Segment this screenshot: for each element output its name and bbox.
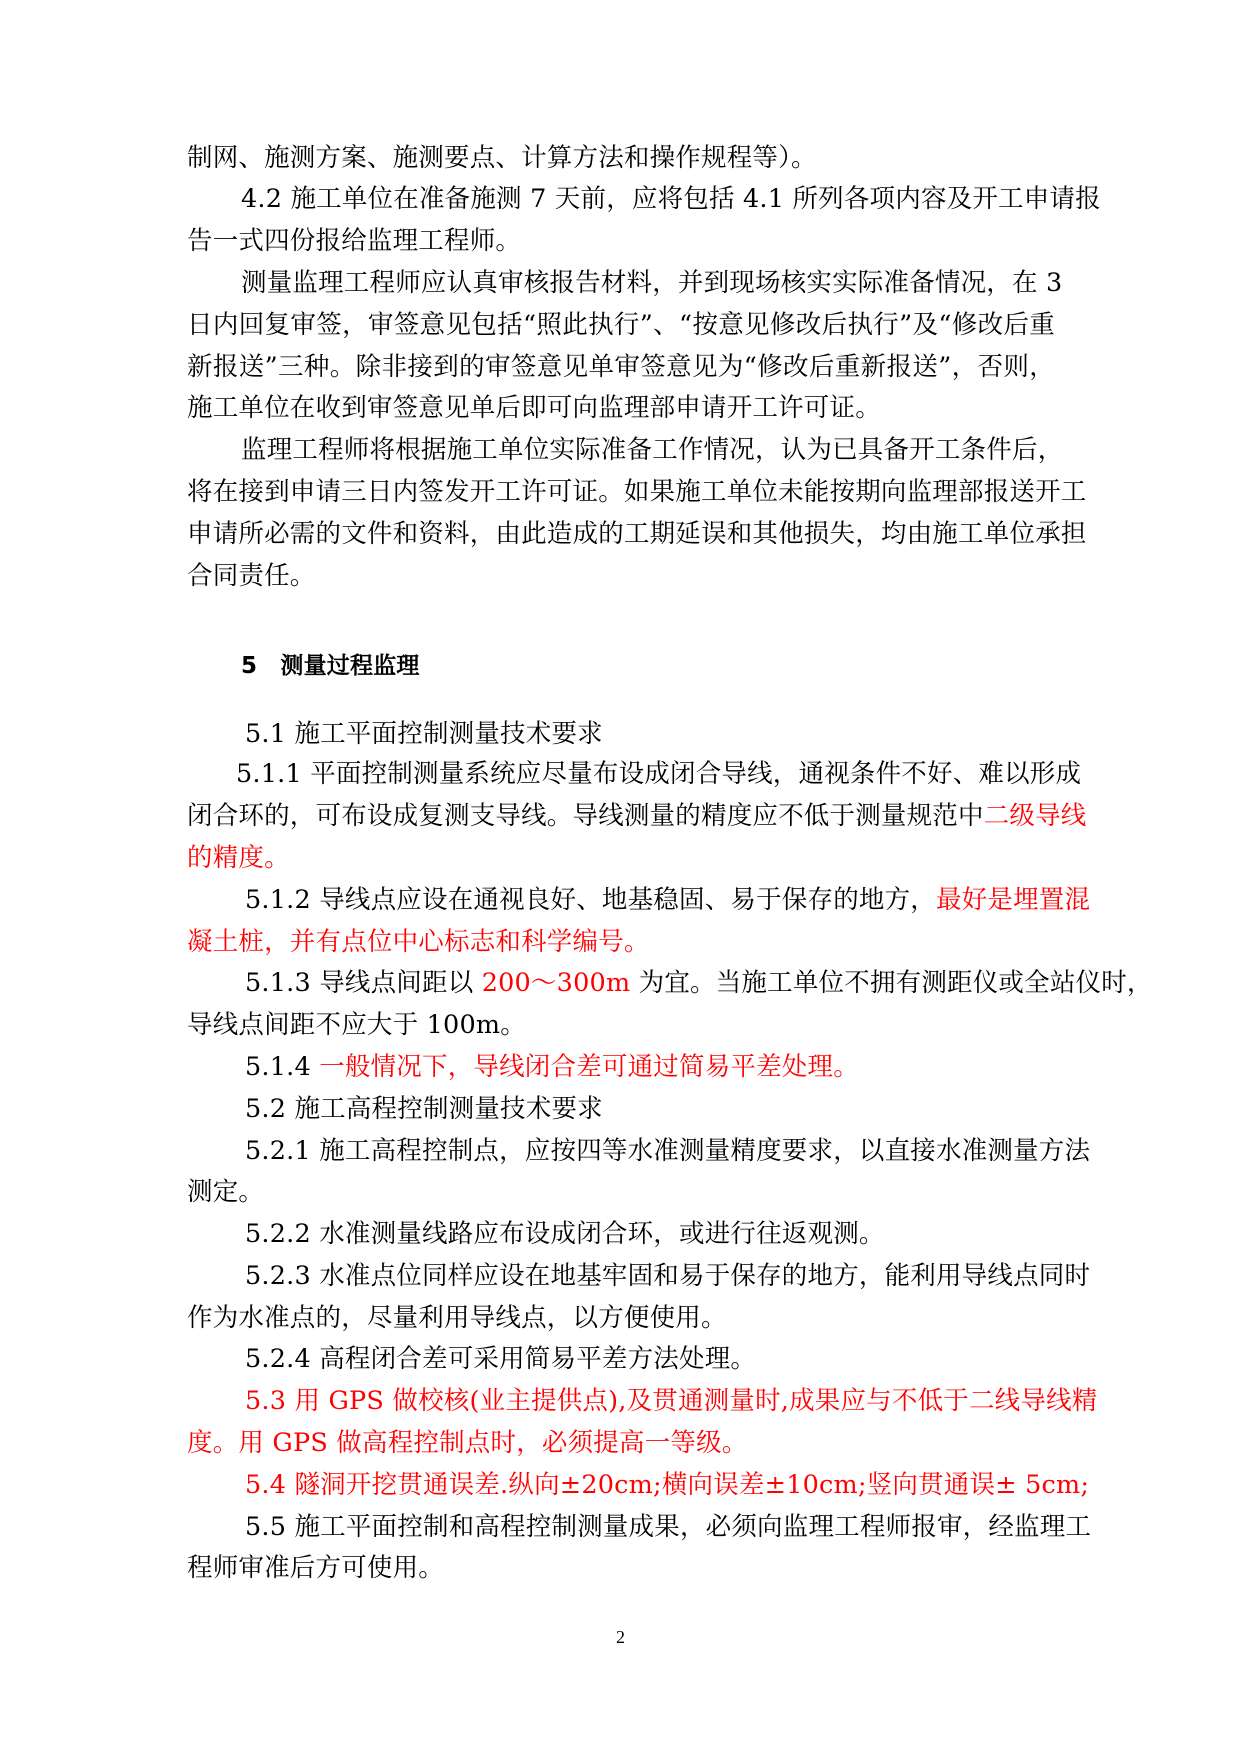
paragraph-line: 5.2.3 水准点位同样应设在地基牢固和易于保存的地方，能利用导线点同时 — [245, 1261, 1091, 1291]
paragraph-line: 的精度。 — [187, 843, 290, 873]
paragraph-line: 施工单位在收到审签意见单后即可向监理部申请开工许可证。 — [187, 393, 881, 423]
paragraph-line: 5.4 隧洞开挖贯通误差.纵向±20cm;横向误差±10cm;竖向贯通误± 5cm; — [245, 1470, 1090, 1500]
paragraph-line: 监理工程师将根据施工单位实际准备工作情况，认为已具备开工条件后， — [241, 435, 1064, 465]
paragraph-line: 合同责任。 — [187, 561, 316, 591]
paragraph-line: 日内回复审签，审签意见包括“照此执行”、“按意见修改后执行”及“修改后重 — [187, 310, 1055, 340]
section-heading: 5 测量过程监理 — [241, 653, 420, 679]
paragraph-line: 制网、施测方案、施测要点、计算方法和操作规程等）。 — [187, 143, 817, 173]
paragraph-line: 5.1.4 一般情况下，导线闭合差可通过简易平差处理。 — [245, 1052, 859, 1082]
paragraph-line: 新报送”三种。除非接到的审签意见单审签意见为“修改后重新报送”，否则， — [187, 352, 1055, 382]
paragraph-line: 凝土桩，并有点位中心标志和科学编号。 — [187, 927, 650, 957]
paragraph-line: 告一式四份报给监理工程师。 — [187, 226, 522, 256]
paragraph-line: 申请所必需的文件和资料，由此造成的工期延误和其他损失，均由施工单位承担 — [187, 519, 1087, 549]
paragraph-line: 导线点间距不应大于 100m。 — [187, 1010, 526, 1040]
paragraph-line: 5.2.4 高程闭合差可采用简易平差方法处理。 — [245, 1344, 757, 1374]
paragraph-line: 5.3 用 GPS 做校核(业主提供点),及贯通测量时,成果应与不低于二线导线精 — [245, 1386, 1098, 1416]
paragraph-line: 闭合环的，可布设成复测支导线。导线测量的精度应不低于测量规范中二级导线 — [187, 801, 1087, 831]
paragraph-line: 测量监理工程师应认真审核报告材料，并到现场核实实际准备情况，在 3 — [241, 268, 1063, 298]
paragraph-line: 5.1.1 平面控制测量系统应尽量布设成闭合导线，通视条件不好、难以形成 — [236, 759, 1082, 789]
paragraph-line: 程师审准后方可使用。 — [187, 1553, 445, 1583]
paragraph-line: 5.2.1 施工高程控制点，应按四等水准测量精度要求，以直接水准测量方法 — [245, 1136, 1091, 1166]
paragraph-line: 测定。 — [187, 1177, 265, 1207]
subsection-heading: 5.2 施工高程控制测量技术要求 — [245, 1094, 603, 1124]
subsection-heading: 5.1 施工平面控制测量技术要求 — [245, 719, 603, 749]
paragraph-line: 将在接到申请三日内签发开工许可证。如果施工单位未能按期向监理部报送开工 — [187, 477, 1087, 507]
paragraph-line: 度。用 GPS 做高程控制点时，必须提高一等级。 — [187, 1428, 748, 1458]
paragraph-line: 4.2 施工单位在准备施测 7 天前，应将包括 4.1 所列各项内容及开工申请报 — [241, 184, 1101, 214]
paragraph-line: 5.5 施工平面控制和高程控制测量成果，必须向监理工程师报审，经监理工 — [245, 1512, 1092, 1542]
page-number: 2 — [616, 1627, 625, 1647]
paragraph-line: 5.1.2 导线点应设在通视良好、地基稳固、易于保存的地方，最好是埋置混 — [245, 885, 1091, 915]
paragraph-line: 5.1.3 导线点间距以 200～300m 为宜。当施工单位不拥有测距仪或全站仪时， — [245, 968, 1153, 998]
paragraph-line: 5.2.2 水准测量线路应布设成闭合环，或进行往返观测。 — [245, 1219, 885, 1249]
paragraph-line: 作为水准点的，尽量利用导线点，以方便使用。 — [187, 1303, 727, 1333]
